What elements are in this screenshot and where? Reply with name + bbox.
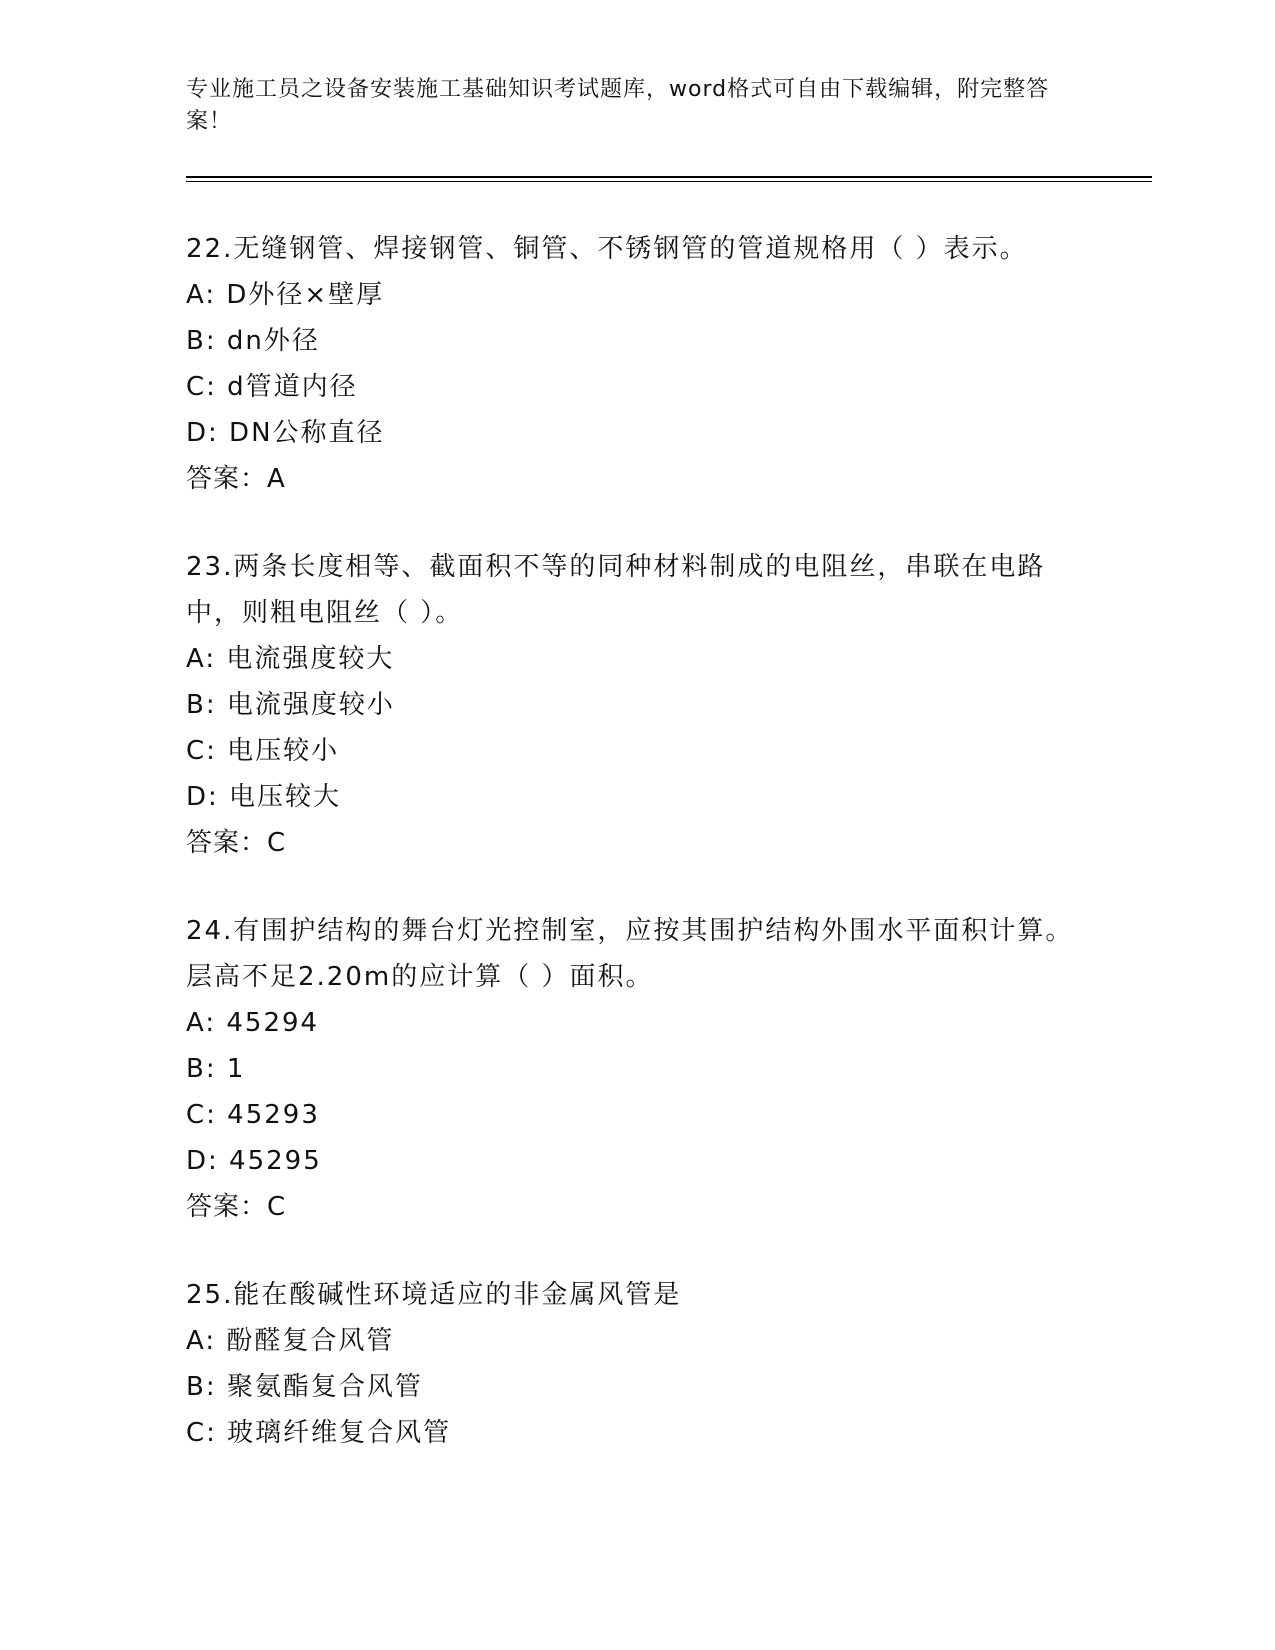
option-b: B: 1 — [186, 1054, 246, 1084]
answer-line: 答案：C — [186, 1192, 287, 1222]
option-b: B: 电流强度较小 — [186, 690, 395, 720]
question-stem: 23.两条长度相等、截面积不等的同种材料制成的电阻丝，串联在电路中，则粗电阻丝（ ）。 — [186, 552, 1046, 628]
option-c: C: d管道内径 — [186, 372, 358, 402]
option-b: B: dn外径 — [186, 326, 320, 356]
option-b: B: 聚氨酯复合风管 — [186, 1372, 423, 1402]
question-stem: 24.有围护结构的舞台灯光控制室，应按其围护结构外围水平面积计算。层高不足2.20m的应计算（ ）面积。 — [186, 916, 1074, 992]
header-divider-thick — [186, 176, 1152, 178]
question-24 — [186, 908, 1086, 1230]
option-c: C: 电压较小 — [186, 736, 340, 766]
header-divider-thin — [186, 181, 1152, 182]
question-stem: 22.无缝钢管、焊接钢管、铜管、不锈钢管的管道规格用（ ）表示。 — [186, 234, 1028, 264]
question-stem: 25.能在酸碱性环境适应的非金属风管是 — [186, 1280, 682, 1310]
document-header: 专业施工员之设备安装施工基础知识考试题库，word格式可自由下载编辑，附完整答案！ — [186, 77, 1050, 134]
option-a: A: 酚醛复合风管 — [186, 1326, 395, 1356]
option-a: A: D外径×壁厚 — [186, 280, 385, 310]
option-d: D: 45295 — [186, 1146, 322, 1176]
answer-line: 答案：C — [186, 828, 287, 858]
option-c: C: 玻璃纤维复合风管 — [186, 1418, 452, 1448]
option-d: D: 电压较大 — [186, 782, 342, 812]
option-a: A: 电流强度较大 — [186, 644, 395, 674]
question-25 — [186, 1272, 1086, 1456]
option-a: A: 45294 — [186, 1008, 320, 1038]
question-22 — [186, 226, 1086, 502]
option-d: D: DN公称直径 — [186, 418, 385, 448]
question-23 — [186, 544, 1086, 866]
answer-line: 答案：A — [186, 464, 286, 494]
option-c: C: 45293 — [186, 1100, 320, 1130]
